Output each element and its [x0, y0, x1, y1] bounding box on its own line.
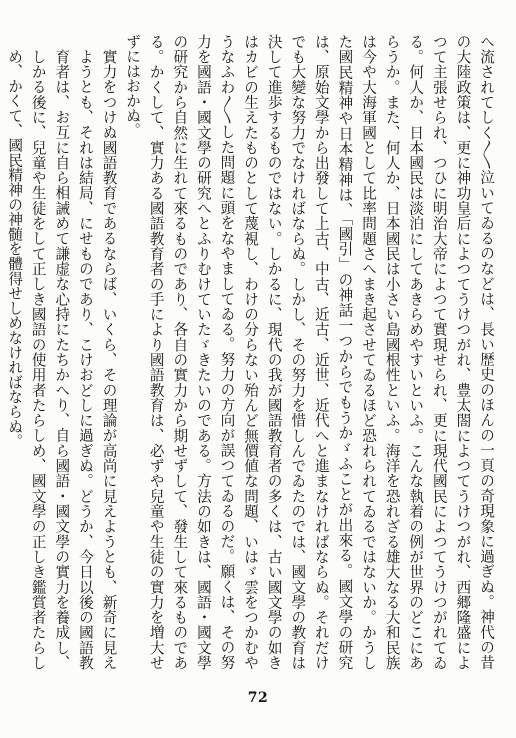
- paragraph-1: へ流されてしく〳〵泣いてゐるのなどは、長い歴史のほんの一頁の奇現象に過ぎぬ。神代の昔の大陸政策は、更に神功皇后によつてうけつがれ、豊太閤によつてうけつがれ、西郷隆盛によつて主張せられ、つひに明治大帝によつて實現せられ、更に現代國民によつてうけつがれてゐる。何人か、日本國民は淡泊にしてあきらめやすいといふ。こんな執着の例が世界のどこにあらうか。また、何人か、日本國民は小さい島國根性といふ。海洋を恐れざる雄大なる大和民族は今や大海軍國として比率問題さへまき起させてゐるほど恐れられてゐるではないか。かうした國民精神や日本精神は、「國引」の神話一つからでもうかゞふことが出來る。國文學の研究は、原始文學から出發して上古、中古、近古、近世、近代へと進まなければならぬ。それだけでも大變な努力でなければならぬ。しかし、その努力を惜しんでゐたのでは、國文學の教育は決して進歩するものではない。しかるに、現代の我が國語教育者の多くは、古い國文學の如きはカビの生えたものとして蔑視し、わけの分らない殆んど無價値な問題、いはゞ雲をつかむやうなふわ〳〵した問題に頭をなやましてゐる。努力の方向が誤つてゐるのだ。願くは、その努力を國語・國文學の研究へとふりむけていたゞきたいのである。方法の如きは、國語・國文學の研究から自然に生れて來るものであり、各自の實力から期せずして、發生して來るものである。かくして、實力ある國語教育者の手により國語教育は、必ずや兒童や生徒の實力を増大せずにはおかぬ。: [124, 34, 495, 670]
- paragraph-2: 實力をつけぬ國語教育であるならば、いくら、その理論が高尚に見えようとも、新奇に見えようとも、それは結局、にせものであり、こけおどしに過ぎぬ。どうか、今日以後の國語教育者は、お互に自ら相誡めて謙虚な心持にたちかへり、自ら國語・國文學の實力を養成し、しかる後に、兒童や生徒をして正しき國語の使用者たらしめ、國文學の正しき鑑賞者たらしめ、かくて、國民精神の神髄を體得せしめなければならぬ。: [6, 49, 118, 670]
- vertical-body-text: [6, 34, 498, 670]
- paragraph-3: [0, 34, 3, 670]
- page-number: 72: [247, 690, 269, 706]
